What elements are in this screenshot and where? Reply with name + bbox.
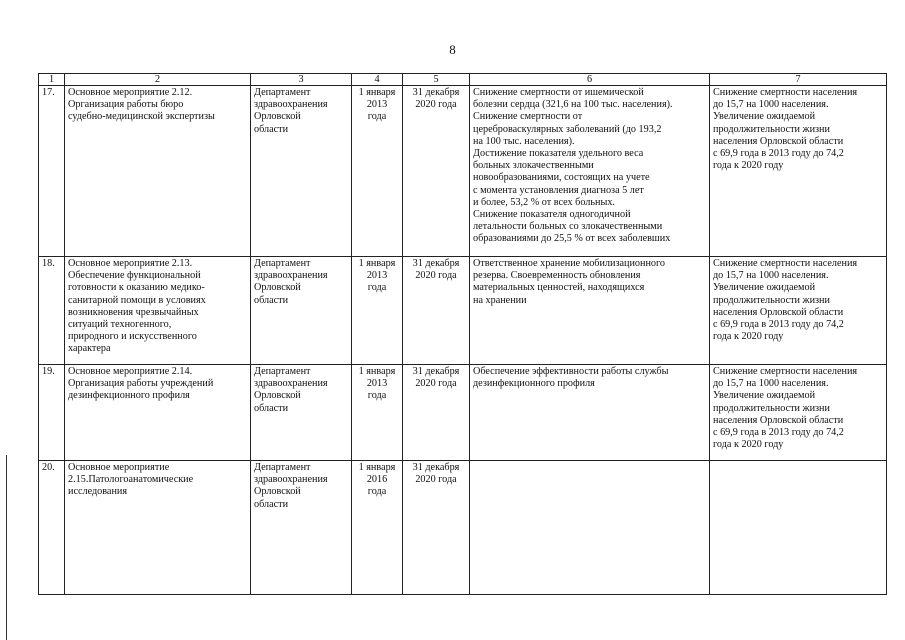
start-date-cell [352, 86, 403, 257]
table-row [39, 257, 887, 365]
result-line: Достижение показателя удельного веса [473, 148, 644, 160]
result-line: образованиями до 25,5 % от всех заболевших [473, 233, 671, 245]
event-line: исследования [68, 486, 128, 498]
event-line: возникновения чрезвычайных [68, 306, 199, 318]
indicator-line: с 69,9 года в 2013 году до 74,2 [713, 427, 844, 439]
indicator-line: Увеличение ожидаемой [713, 390, 816, 402]
end-line: 2020 года [415, 474, 457, 486]
executor-line: Департамент [254, 258, 311, 269]
row-number: 18. [39, 257, 65, 365]
row-number: 19. [39, 365, 65, 461]
indicator-line: до 15,7 на 1000 населения. [713, 378, 829, 390]
indicator-line: Снижение смертности населения [713, 366, 858, 377]
executor-line: области [254, 402, 289, 414]
executor-line: Орловской [254, 111, 301, 123]
start-line: года [367, 111, 387, 123]
column-header-1: 1 [39, 74, 65, 86]
result-line: с момента установления диагноза 5 лет [473, 184, 644, 196]
executor-line: Орловской [254, 282, 301, 294]
start-line: года [367, 486, 387, 498]
result-line: на 100 тыс. населения). [473, 135, 575, 147]
indicator-line: Снижение смертности населения [713, 87, 858, 98]
result-line: новообразованиями, состоящих на учете [473, 172, 650, 184]
start-line: 2013 [366, 99, 388, 111]
result-cell [470, 86, 710, 257]
table-row [39, 86, 887, 257]
executor-cell [251, 86, 352, 257]
executor-line: Орловской [254, 390, 301, 402]
result-line: Обеспечение эффективности работы службы [473, 366, 669, 377]
event-line: судебно-медицинской экспертизы [68, 111, 215, 123]
row-number: 20. [39, 461, 65, 595]
column-header-2: 2 [65, 74, 251, 86]
result-line: материальных ценностей, находящихся [473, 282, 645, 294]
indicator-cell [710, 365, 887, 461]
event-line: Организация работы бюро [68, 99, 184, 111]
indicator-line: продолжительности жизни [713, 402, 830, 414]
end-date-cell [403, 257, 470, 365]
end-line: 31 декабря [412, 87, 460, 98]
event-line: готовности к оказанию медико- [68, 282, 205, 294]
start-line: 1 января [358, 462, 396, 473]
indicator-line: населения Орловской области [713, 306, 844, 318]
indicator-line: продолжительности жизни [713, 123, 830, 135]
result-line: и более, 53,2 % от всех больных. [473, 196, 615, 208]
start-date-cell [352, 461, 403, 595]
executor-line: Департамент [254, 87, 311, 98]
indicator-line: года к 2020 году [713, 331, 784, 343]
event-cell [65, 257, 251, 365]
table-row [39, 365, 887, 461]
margin-line [6, 455, 7, 640]
executor-cell [251, 461, 352, 595]
end-line: 2020 года [415, 270, 457, 282]
event-cell [65, 461, 251, 595]
end-date-cell [403, 365, 470, 461]
indicator-cell [710, 461, 887, 595]
indicator-line: населения Орловской области [713, 135, 844, 147]
end-date-cell [403, 86, 470, 257]
event-line: Основное мероприятие [68, 462, 170, 473]
executor-line: Департамент [254, 366, 311, 377]
end-date-cell [403, 461, 470, 595]
result-cell [470, 257, 710, 365]
column-header-3: 3 [251, 74, 352, 86]
column-header-6: 6 [470, 74, 710, 86]
executor-cell [251, 257, 352, 365]
indicator-line: Увеличение ожидаемой [713, 111, 816, 123]
event-line: дезинфекционного профиля [68, 390, 190, 402]
result-line: Снижение показателя одногодичной [473, 209, 631, 221]
result-line: Ответственное хранение мобилизационного [473, 258, 666, 269]
start-line: 1 января [358, 258, 396, 269]
event-line: Основное мероприятие 2.13. [68, 258, 193, 269]
event-line: Обеспечение функциональной [68, 270, 201, 282]
executor-line: здравоохранения [254, 99, 328, 111]
indicator-line: до 15,7 на 1000 населения. [713, 270, 829, 282]
end-line: 2020 года [415, 99, 457, 111]
result-line: дезинфекционного профиля [473, 378, 595, 390]
indicator-line: населения Орловской области [713, 414, 844, 426]
start-line: года [367, 282, 387, 294]
executor-line: области [254, 123, 289, 135]
event-line: природного и искусственного [68, 331, 197, 343]
column-header-5: 5 [403, 74, 470, 86]
indicator-line: года к 2020 году [713, 160, 784, 172]
event-line: Основное мероприятие 2.14. [68, 366, 193, 377]
indicator-cell [710, 86, 887, 257]
event-line: Организация работы учреждений [68, 378, 214, 390]
end-line: 31 декабря [412, 462, 460, 473]
result-cell [470, 461, 710, 595]
result-line: летальности больных со злокачественными [473, 221, 663, 233]
indicator-line: Снижение смертности населения [713, 258, 858, 269]
start-date-cell [352, 365, 403, 461]
start-line: 1 января [358, 87, 396, 98]
indicator-line: года к 2020 году [713, 439, 784, 451]
executor-line: здравоохранения [254, 270, 328, 282]
executor-cell [251, 365, 352, 461]
event-cell [65, 365, 251, 461]
result-line: больных злокачественными [473, 160, 594, 172]
start-line: 2013 [366, 270, 388, 282]
result-line: цереброваскулярных заболеваний (до 193,2 [473, 123, 662, 135]
column-header-4: 4 [352, 74, 403, 86]
event-line: 2.15.Патологоанатомические [68, 474, 194, 486]
indicator-line: Увеличение ожидаемой [713, 282, 816, 294]
start-date-cell [352, 257, 403, 365]
table-body [39, 86, 887, 595]
event-line: характера [68, 343, 111, 355]
start-line: 1 января [358, 366, 396, 377]
row-number: 17. [39, 86, 65, 257]
end-line: 31 декабря [412, 366, 460, 377]
end-line: 2020 года [415, 378, 457, 390]
result-line: Снижение смертности от [473, 111, 583, 123]
indicator-line: с 69,9 года в 2013 году до 74,2 [713, 148, 844, 160]
result-cell [470, 365, 710, 461]
end-line: 31 декабря [412, 258, 460, 269]
header-row [39, 74, 887, 86]
table-row [39, 461, 887, 595]
event-line: Основное мероприятие 2.12. [68, 87, 193, 98]
event-line: ситуаций техногенного, [68, 319, 172, 331]
start-line: года [367, 390, 387, 402]
indicator-line: с 69,9 года в 2013 году до 74,2 [713, 319, 844, 331]
executor-line: области [254, 294, 289, 306]
result-line: Снижение смертности от ишемической [473, 87, 644, 98]
result-line: резерва. Своевременность обновления [473, 270, 641, 282]
result-line: болезни сердца (321,6 на 100 тыс. населения). [473, 99, 673, 111]
indicator-line: продолжительности жизни [713, 294, 830, 306]
executor-line: здравоохранения [254, 474, 328, 486]
column-header-7: 7 [710, 74, 887, 86]
events-table [38, 73, 887, 595]
event-line: санитарной помощи в условиях [68, 294, 206, 306]
event-cell [65, 86, 251, 257]
page-number: 8 [449, 42, 456, 57]
executor-line: Орловской [254, 486, 301, 498]
executor-line: здравоохранения [254, 378, 328, 390]
executor-line: Департамент [254, 462, 311, 473]
start-line: 2016 [366, 474, 388, 486]
indicator-cell [710, 257, 887, 365]
indicator-line: до 15,7 на 1000 населения. [713, 99, 829, 111]
start-line: 2013 [366, 378, 388, 390]
result-line: на хранении [473, 294, 527, 306]
executor-line: области [254, 498, 289, 510]
